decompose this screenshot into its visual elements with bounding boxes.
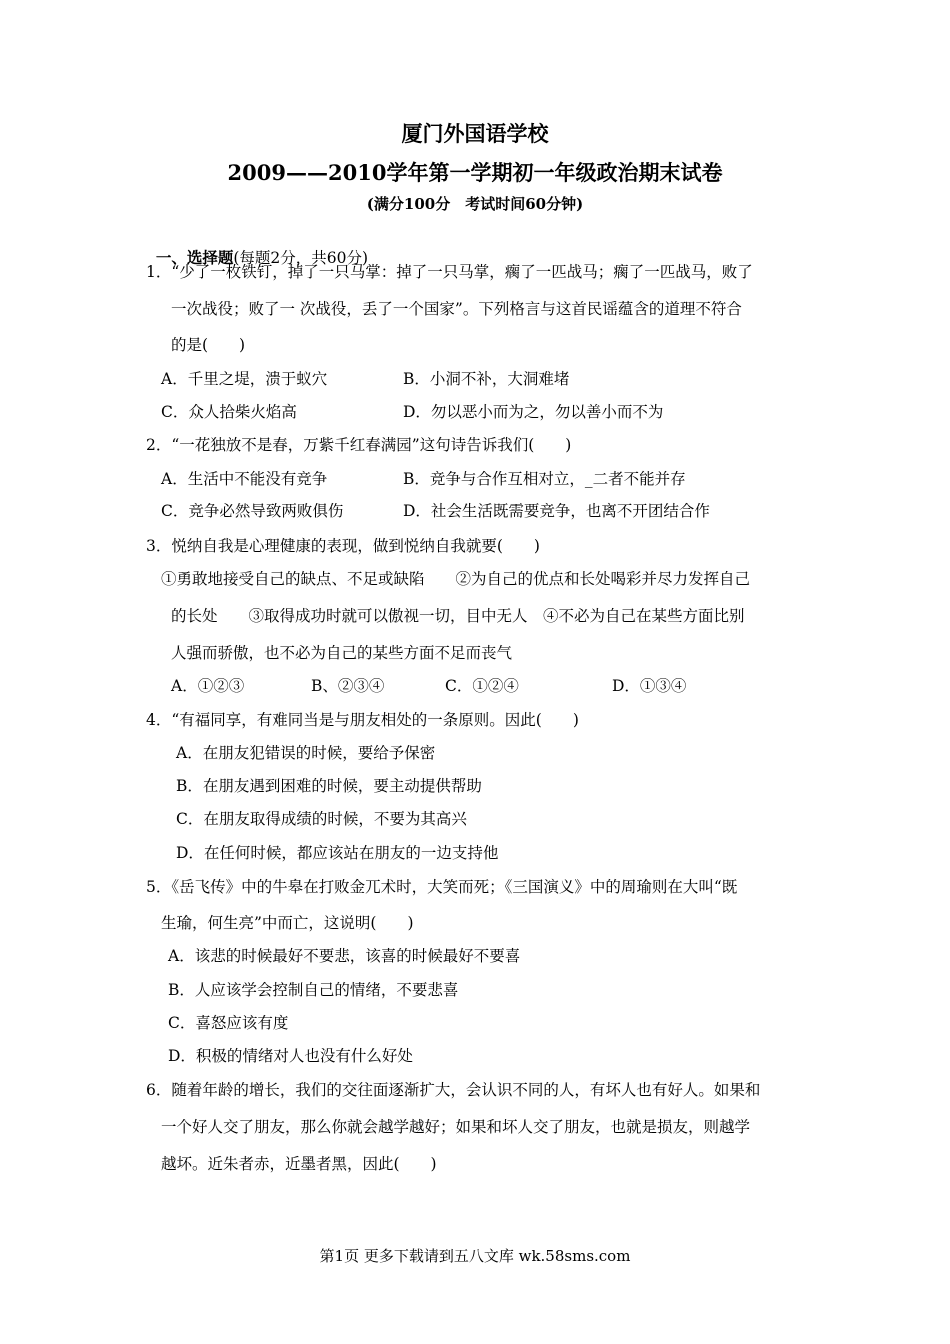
q4-option-b: B．在朋友遇到困难的时候，要主动提供帮助: [176, 777, 482, 795]
q1-stem-line-2: 一次战役；败了一 次战役，丢了一个国家”。下列格言与这首民谣蕴含的道理不符合: [171, 300, 742, 318]
q1-stem-line-1: 1．“少了一枚铁钉，掉了一只马掌：掉了一只马掌，瘸了一匹战马；瘸了一匹战马，败了: [146, 263, 753, 281]
q3-option-a: A．①②③: [171, 677, 245, 695]
q3-option-b: B、②③④: [311, 677, 385, 695]
q5-option-b: B．人应该学会控制自己的情绪，不要悲喜: [168, 981, 459, 999]
q3-stem-line-4: 人强而骄傲，也不必为自己的某些方面不足而丧气: [171, 644, 513, 662]
q1-option-d: D．勿以恶小而为之，勿以善小而不为: [403, 403, 664, 421]
q5-option-a: A．该悲的时候最好不要悲，该喜的时候最好不要喜: [168, 947, 521, 965]
q6-stem-line-3: 越坏。近朱者赤，近墨者黑，因此( ): [161, 1155, 437, 1173]
q2-stem: 2．“一花独放不是春，万紫千红春满园”这句诗告诉我们( ): [146, 436, 572, 454]
q1-stem-line-3: 的是( ): [171, 336, 246, 354]
q5-stem-line-2: 生瑜，何生亮”中而亡，这说明( ): [161, 914, 414, 932]
page-footer: 第1页 更多下载请到五八文库 wk.58sms.com: [319, 1247, 631, 1265]
q5-stem-line-1: 5．《岳飞传》中的牛皋在打败金兀术时，大笑而死；《三国演义》中的周瑜则在大叫“既: [146, 878, 738, 896]
q2-option-b: B．竞争与合作互相对立，_二者不能并存: [403, 470, 686, 488]
exam-title: 2009——2010学年第一学期初一年级政治期末试卷: [227, 160, 723, 185]
q5-option-c: C．喜怒应该有度: [168, 1014, 289, 1032]
school-name: 厦门外国语学校: [401, 121, 549, 146]
q3-option-d: D．①③④: [612, 677, 687, 695]
q1-option-a: A．千里之堤，溃于蚁穴: [161, 370, 328, 388]
q4-option-a: A．在朋友犯错误的时候，要给予保密: [176, 744, 436, 762]
q1-option-b: B．小洞不补，大洞难堵: [403, 370, 570, 388]
q3-option-c: C．①②④: [445, 677, 519, 695]
q2-option-a: A．生活中不能没有竞争: [161, 470, 328, 488]
q1-option-c: C．众人拾柴火焰高: [161, 403, 297, 421]
q4-option-c: C．在朋友取得成绩的时候，不要为其高兴: [176, 810, 467, 828]
q4-stem: 4．“有福同享，有难同当是与朋友相处的一条原则。因此( ): [146, 711, 579, 729]
q3-stem-line-3: 的长处 ③取得成功时就可以傲视一切，目中无人 ④不必为自己在某些方面比别: [171, 607, 745, 625]
q5-option-d: D．积极的情绪对人也没有什么好处: [168, 1047, 413, 1065]
q3-stem-line-2: ①勇敢地接受自己的缺点、不足或缺陷 ②为自己的优点和长处喝彩并尽力发挥自己: [161, 570, 751, 588]
section-note: (每题2分，共60分): [233, 249, 369, 267]
q3-stem-line-1: 3．悦纳自我是心理健康的表现，做到悦纳自我就要( ): [146, 537, 540, 555]
exam-info: (满分100分 考试时间60分钟): [366, 195, 584, 213]
q2-option-d: D．社会生活既需要竞争，也离不开团结合作: [403, 502, 710, 520]
q2-option-c: C．竞争必然导致两败俱伤: [161, 502, 344, 520]
section-label: 一、选择题: [155, 248, 234, 267]
q6-stem-line-2: 一个好人交了朋友，那么你就会越学越好；如果和坏人交了朋友，也就是损友，则越学: [161, 1118, 751, 1136]
q6-stem-line-1: 6．随着年龄的增长，我们的交往面逐渐扩大，会认识不同的人，有坏人也有好人。如果和: [146, 1081, 761, 1099]
q4-option-d: D．在任何时候，都应该站在朋友的一边支持他: [176, 844, 499, 862]
